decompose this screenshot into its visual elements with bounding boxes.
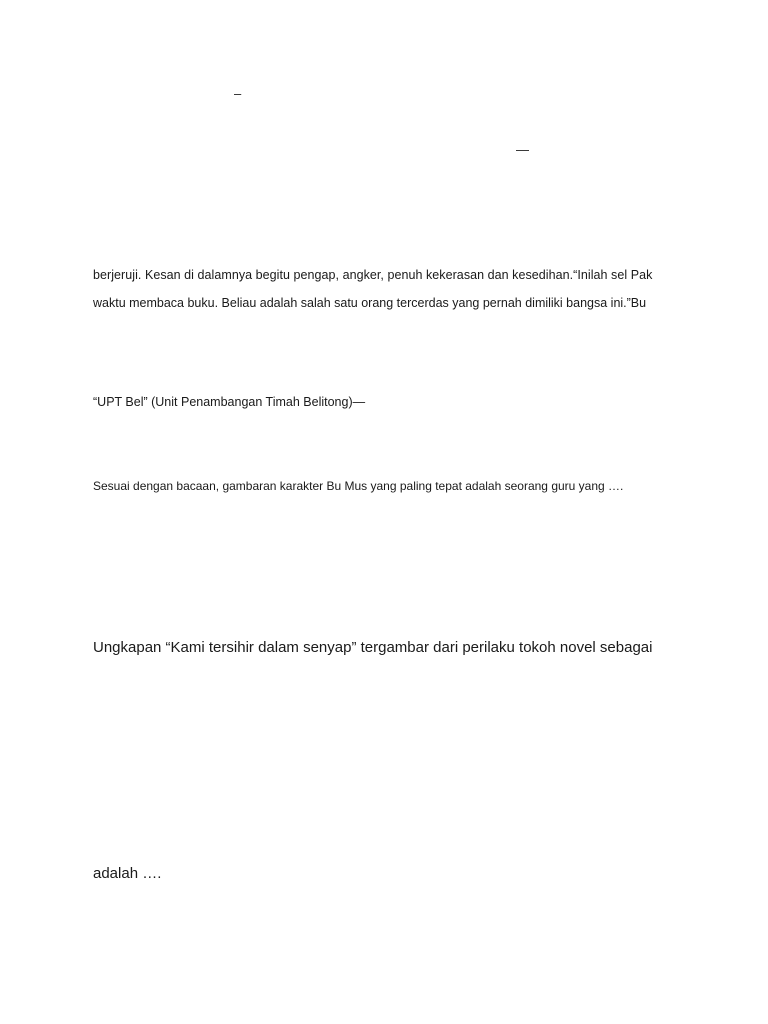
question-text: Ungkapan “Kami tersihir dalam senyap” tergambar dari perilaku tokoh novel sebagai (93, 639, 653, 656)
paragraph-line: waktu membaca buku. Beliau adalah salah satu orang tercerdas yang pernah dimiliki bangsa ini.”Bu (93, 296, 647, 310)
paragraph-line: berjeruji. Kesan di dalamnya begitu pengap, angker, penuh kekerasan dan kesedihan.“Inilah sel Pak (93, 268, 653, 282)
dash-mark-second: — (516, 142, 529, 157)
question-text: Sesuai dengan bacaan, gambaran karakter Bu Mus yang paling tepat adalah seorang guru yang …. (93, 479, 624, 493)
question-text-end: adalah …. (93, 865, 162, 882)
upt-line: “UPT Bel” (Unit Penambangan Timah Belitong)— (93, 395, 366, 409)
dash-mark-top: – (234, 86, 242, 101)
